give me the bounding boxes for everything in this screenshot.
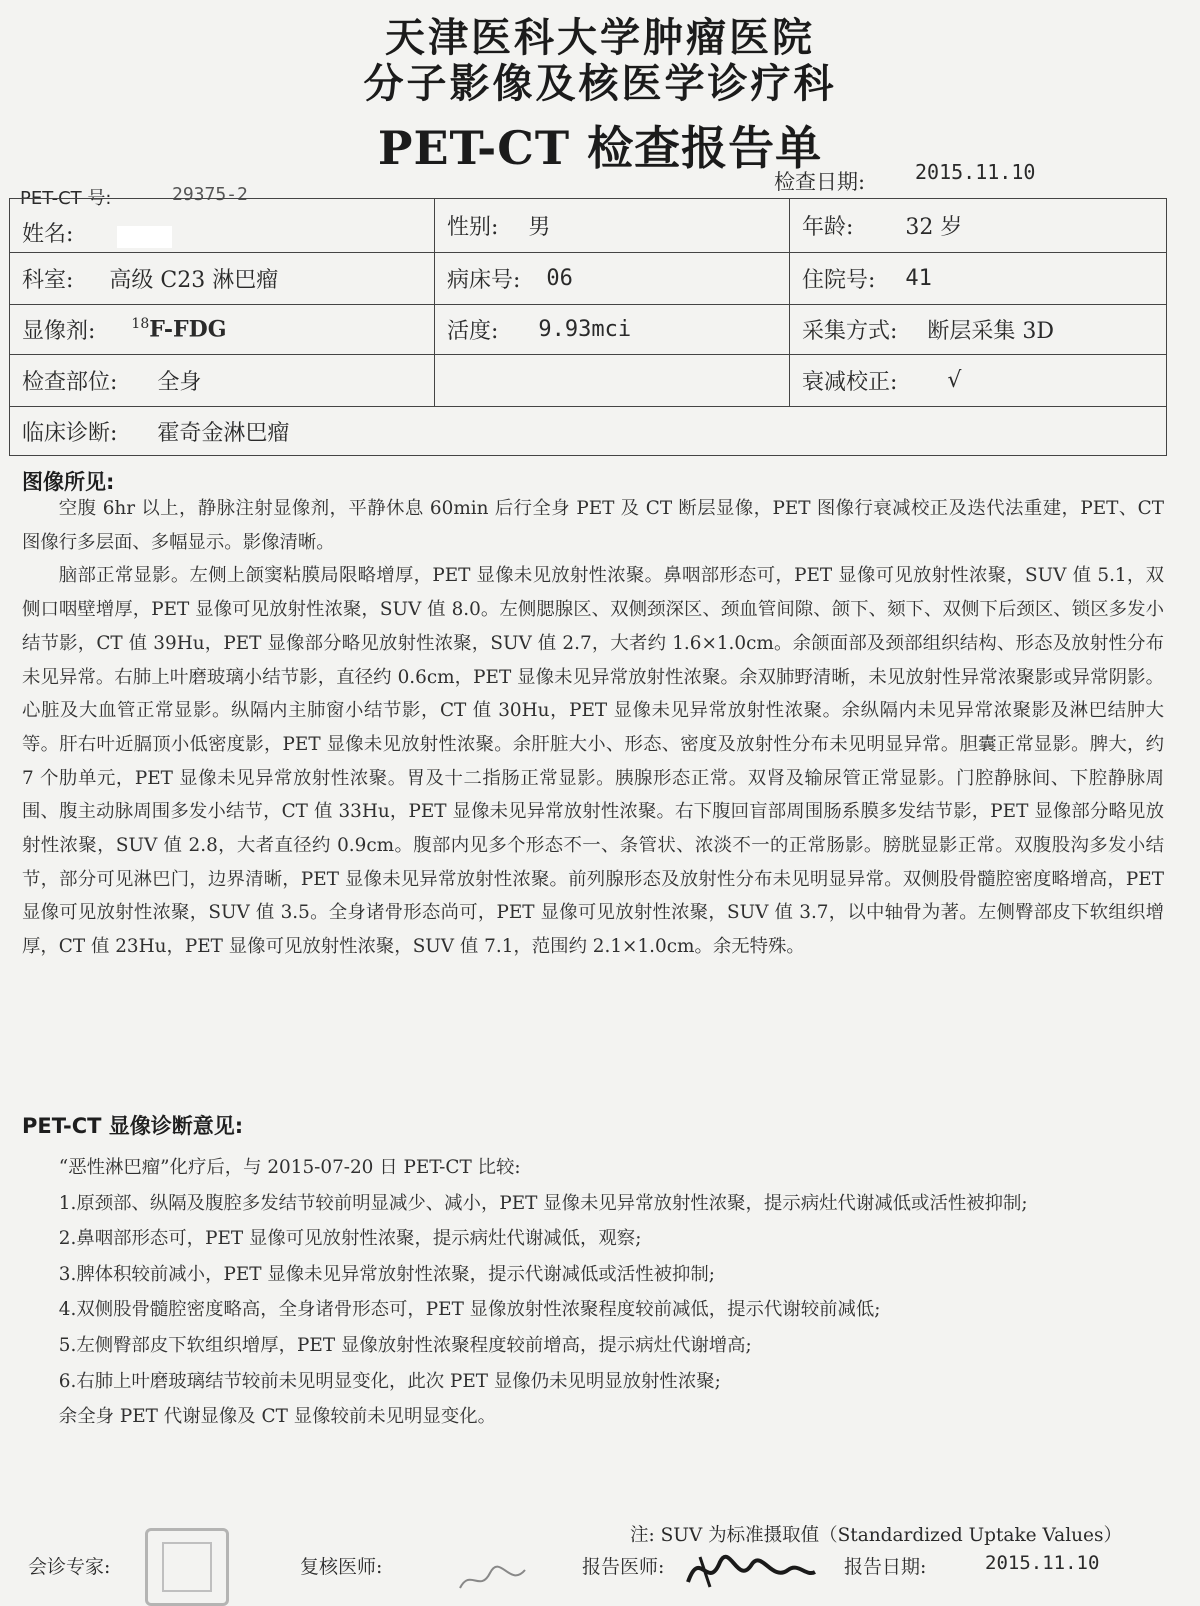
diagnosis-intro: “恶性淋巴瘤”化疗后，与 2015-07-20 日 PET-CT 比较: [58,1157,521,1178]
agent-label: 显像剂: [22,319,96,344]
sex-label: 性别: [447,215,499,240]
seal-stamp [145,1528,229,1606]
bed-label: 病床号: [447,268,521,293]
review-doctor-label: 复核医师: [300,1556,383,1578]
dept-label: 科室: [22,268,74,293]
exam-date-label: 检查日期: [774,170,866,194]
info-row [10,355,1166,407]
report-doctor-label: 报告医师: [582,1556,665,1578]
clinical-diagnosis-value: 霍奇金淋巴瘤 [157,420,290,446]
admission-label: 住院号: [802,268,876,293]
name-cell [10,199,435,252]
findings-paragraph: 空腹 6hr 以上，静脉注射显像剂，平静休息 60min 后行全身 PET 及 CT 断层显像，PET 图像行衰减校正及迭代法重建，PET、CT 图像行多层面、多幅显示。影像清晰。 [22,498,1164,553]
activity-value: 9.93mci [538,317,632,342]
diagnosis-item: 5.左侧臀部皮下软组织增厚，PET 显像放射性浓聚程度较前增高，提示病灶代谢增高; [58,1334,752,1356]
bed-value: 06 [546,266,573,291]
clinical-diagnosis-cell [10,407,1166,455]
activity-label: 活度: [447,319,499,344]
empty-cell [435,355,790,406]
pet-ct-number-label: PET-CT 号: [20,188,112,209]
diagnosis-item: 余全身 PET 代谢显像及 CT 显像较前未见明显变化。 [58,1406,497,1428]
diagnosis-item: 1.原颈部、纵隔及腹腔多发结节较前明显减少、减小，PET 显像未见异常放射性浓聚，提示病灶代谢减低或活性被抑制; [58,1192,1028,1214]
dept-value: 高级 C23 淋巴瘤 [109,268,279,293]
region-cell [10,355,435,406]
diagnosis-title: PET-CT 显像诊断意见: [22,1114,244,1138]
diagnosis-item: 2.鼻咽部形态可，PET 显像可见放射性浓聚，提示病灶代谢减低，观察; [58,1228,642,1250]
hospital-name: 天津医科大学肿瘤医院 [385,14,815,61]
agent-superscript: 18 [131,316,150,333]
info-row [10,407,1166,455]
consult-expert-label: 会诊专家: [28,1556,111,1578]
agent-value-wrap [131,316,226,342]
report-date-value: 2015.11.10 [985,1552,1100,1574]
pet-ct-number-value: 29375-2 [172,184,248,205]
region-value: 全身 [157,370,202,395]
findings-title: 图像所见: [22,470,115,494]
attenuation-label: 衰减校正: [802,370,898,395]
sex-cell [435,199,790,252]
attenuation-value: √ [947,368,962,393]
acquisition-label: 采集方式: [802,319,898,344]
diagnosis-item: 3.脾体积较前减小，PET 显像未见异常放射性浓聚，提示代谢减低或活性被抑制; [58,1263,715,1285]
info-row [10,253,1166,305]
attenuation-cell [790,355,1166,406]
name-label: 姓名: [22,222,74,247]
findings-body [22,492,1164,964]
bed-cell [435,253,790,304]
findings-paragraph: 脑部正常显影。左侧上颌窦粘膜局限略增厚，PET 显像未见放射性浓聚。鼻咽部形态可，PET 显像可见放射性浓聚，SUV 值 5.1，双侧口咽壁增厚，PET 显像可见放射性浓聚，SUV 值 8.0。左侧腮腺区、双侧颈深区、颈血管间隙、颌下、颏下、双侧下后颈区、锁区多发小结节影，CT 值 39Hu，PET 显像部分略见放射性浓聚，SUV 值 2.7，大者约 1.6×1.0cm。余颌面部及颈部组织结构、形态及放射性分布未见异常。右肺上叶磨玻璃小结节影，直径约 0.6cm，PET 显像未见异常放射性浓聚。余双肺野清晰，未见放射性异常浓聚影或异常阴影。心脏及大血管正常显影。纵隔内主肺窗小结节影，CT 值 30Hu，PET 显像未见异常放射性浓聚。余纵隔内未见异常浓聚影及淋巴结肿大等。肝右叶近膈顶小低密度影，PET 显像未见放射性浓聚。余肝脏大小、形态、密度及放射性分布未见明显异常。胆囊正常显影。脾大，约 7 个肋单元，PET 显像未见异常放射性浓聚。胃及十二指肠正常显影。胰腺形态正常。双肾及输尿管正常显影。门腔静脉间、下腔静脉周围、腹主动脉周围多发小结节，CT 值 33Hu，PET 显像未见异常放射性浓聚。右下腹回盲部周围肠系膜多发结节影，PET 显像部分略见放射性浓聚，SUV 值 2.8，大者直径约 0.9cm。腹部内见多个形态不一、条管状、浓淡不一的正常肠影。膀胱显影正常。双腹股沟多发小结节，部分可见淋巴门，边界清晰，PET 显像未见异常放射性浓聚。前列腺形态及放射性分布未见明显异常。双侧股骨髓腔密度略增高，PET 显像可见放射性浓聚，SUV 值 3.5。全身诸骨形态尚可，PET 显像可见放射性浓聚，SUV 值 3.7，以中轴骨为著。左侧臀部皮下软组织增厚，CT 值 23Hu，PET 显像可见放射性浓聚，SUV 值 7.1，范围约 2.1×1.0cm。余无特殊。 [22,565,1164,958]
exam-date-value: 2015.11.10 [915,160,1036,184]
suv-note: 注: SUV 为标准摄取值（Standardized Uptake Values） [630,1525,1122,1546]
admission-cell [790,253,1166,304]
acquisition-value: 断层采集 3D [927,319,1055,344]
diagnosis-item: 6.右肺上叶磨玻璃结节较前未见明显变化，此次 PET 显像仍未见明显放射性浓聚; [58,1370,721,1392]
clinical-diagnosis-label: 临床诊断: [22,420,118,446]
agent-value: F-FDG [149,316,227,343]
name-redaction [117,226,172,248]
dept-cell [10,253,435,304]
diagnosis-body [22,1150,1164,1435]
age-value: 32 岁 [905,215,963,240]
acquisition-cell [790,305,1166,354]
admission-value: 41 [905,266,932,291]
diagnosis-item: 4.双侧股骨髓腔密度略高，全身诸骨形态可，PET 显像放射性浓聚程度较前减低，提示代谢较前减低; [58,1299,881,1321]
info-row [10,305,1166,355]
age-label: 年龄: [802,215,854,240]
review-signature [455,1558,535,1598]
report-title: PET-CT 检查报告单 [377,121,823,175]
activity-cell [435,305,790,354]
report-doctor-signature [680,1542,820,1598]
department-name: 分子影像及核医学诊疗科 [363,60,837,107]
agent-cell [10,305,435,354]
sex-value: 男 [528,215,551,240]
info-row [10,199,1166,253]
report-date-label: 报告日期: [844,1556,927,1578]
region-label: 检查部位: [22,370,118,395]
patient-info-table [9,198,1167,456]
age-cell [790,199,1166,252]
